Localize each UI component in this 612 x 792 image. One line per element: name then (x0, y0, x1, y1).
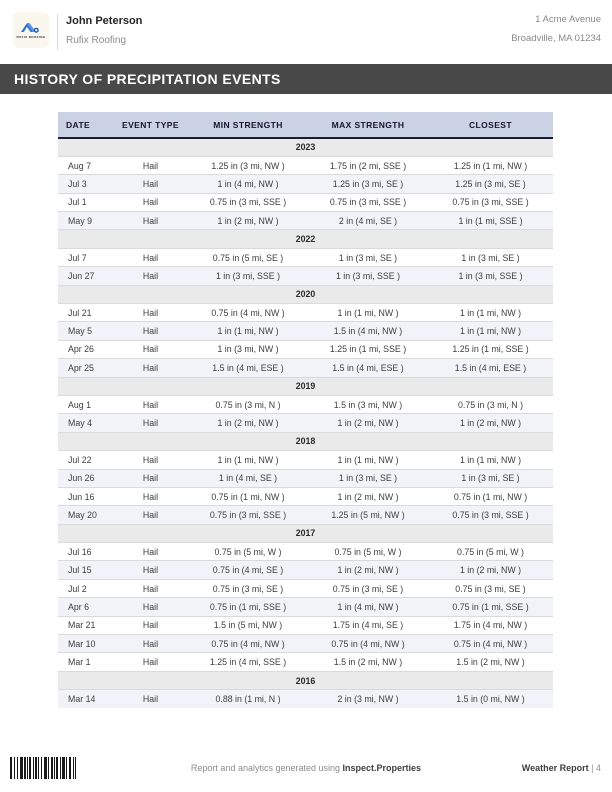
max-strength: 1.75 in (2 mi, SSE ) (308, 156, 428, 174)
page-separator: | (588, 763, 596, 773)
max-strength: 0.75 in (5 mi, W ) (308, 543, 428, 561)
event-row (58, 690, 553, 708)
roof-logo-icon (20, 21, 42, 34)
closest: 1.5 in (2 mi, NW ) (428, 653, 553, 671)
closest: 1 in (1 mi, NW ) (428, 322, 553, 340)
event-row (58, 561, 553, 579)
max-strength: 1 in (3 mi, SE ) (308, 469, 428, 487)
events-table-head (58, 112, 553, 138)
event-row (58, 175, 553, 193)
event-date: Jun 16 (58, 487, 113, 505)
contact-block (66, 15, 142, 46)
event-date: Mar 10 (58, 635, 113, 653)
event-type: Hail (113, 193, 188, 211)
event-row (58, 414, 553, 432)
event-row (58, 193, 553, 211)
max-strength: 1.5 in (2 mi, NW ) (308, 653, 428, 671)
closest: 0.75 in (3 mi, SSE ) (428, 193, 553, 211)
event-row (58, 451, 553, 469)
event-date: Jul 22 (58, 451, 113, 469)
event-row (58, 212, 553, 230)
min-strength: 0.75 in (4 mi, NW ) (188, 635, 308, 653)
min-strength: 1 in (3 mi, SSE ) (188, 267, 308, 285)
year-group-row (58, 671, 553, 689)
year-group-row (58, 524, 553, 542)
year-group-row (58, 138, 553, 156)
max-strength: 1.75 in (4 mi, SE ) (308, 616, 428, 634)
event-type: Hail (113, 414, 188, 432)
year-group-row (58, 230, 553, 248)
event-type: Hail (113, 395, 188, 413)
min-strength: 1.25 in (3 mi, NW ) (188, 156, 308, 174)
closest: 1.25 in (1 mi, SSE ) (428, 340, 553, 358)
event-row (58, 267, 553, 285)
page-title: HISTORY OF PRECIPITATION EVENTS (14, 71, 281, 87)
section-title-bar (0, 64, 612, 94)
closest: 1 in (3 mi, SE ) (428, 469, 553, 487)
event-date: Jul 1 (58, 193, 113, 211)
event-date: Jun 26 (58, 469, 113, 487)
year-group-row (58, 285, 553, 303)
event-type: Hail (113, 469, 188, 487)
event-type: Hail (113, 322, 188, 340)
closest: 0.75 in (1 mi, SSE ) (428, 598, 553, 616)
year-label: 2020 (58, 285, 553, 303)
event-row (58, 248, 553, 266)
min-strength: 0.75 in (5 mi, SE ) (188, 248, 308, 266)
event-date: Mar 21 (58, 616, 113, 634)
event-type: Hail (113, 156, 188, 174)
closest: 1 in (1 mi, SSE ) (428, 212, 553, 230)
year-label: 2016 (58, 671, 553, 689)
closest: 0.75 in (3 mi, SSE ) (428, 506, 553, 524)
event-type: Hail (113, 561, 188, 579)
min-strength: 0.75 in (4 mi, SE ) (188, 561, 308, 579)
closest: 1.5 in (0 mi, NW ) (428, 690, 553, 708)
contact-name: John Peterson (66, 15, 143, 27)
min-strength: 0.75 in (3 mi, SSE ) (188, 193, 308, 211)
events-table (58, 112, 553, 708)
events-table-container (58, 112, 553, 708)
closest: 1.25 in (3 mi, SE ) (428, 175, 553, 193)
event-date: Apr 26 (58, 340, 113, 358)
event-date: Jul 3 (58, 175, 113, 193)
footer-page-info (522, 763, 601, 773)
events-table-body (58, 138, 553, 708)
event-row (58, 543, 553, 561)
event-date: Mar 1 (58, 653, 113, 671)
event-date: May 5 (58, 322, 113, 340)
max-strength: 1 in (2 mi, NW ) (308, 414, 428, 432)
min-strength: 0.88 in (1 mi, N ) (188, 690, 308, 708)
closest: 0.75 in (3 mi, SE ) (428, 579, 553, 597)
event-type: Hail (113, 506, 188, 524)
event-date: May 9 (58, 212, 113, 230)
event-type: Hail (113, 543, 188, 561)
event-row (58, 469, 553, 487)
min-strength: 1 in (1 mi, NW ) (188, 451, 308, 469)
closest: 0.75 in (5 mi, W ) (428, 543, 553, 561)
event-type: Hail (113, 598, 188, 616)
min-strength: 0.75 in (3 mi, SSE ) (188, 506, 308, 524)
max-strength: 1 in (4 mi, NW ) (308, 598, 428, 616)
min-strength: 1 in (2 mi, NW ) (188, 414, 308, 432)
header-divider (57, 14, 58, 50)
event-type: Hail (113, 267, 188, 285)
min-strength: 1.5 in (5 mi, NW ) (188, 616, 308, 634)
event-date: Apr 25 (58, 359, 113, 377)
event-date: Jul 7 (58, 248, 113, 266)
event-date: Jul 2 (58, 579, 113, 597)
event-row (58, 635, 553, 653)
event-row (58, 322, 553, 340)
event-type: Hail (113, 304, 188, 322)
min-strength: 0.75 in (5 mi, W ) (188, 543, 308, 561)
year-group-row (58, 377, 553, 395)
event-row (58, 506, 553, 524)
min-strength: 1 in (2 mi, NW ) (188, 212, 308, 230)
event-row (58, 598, 553, 616)
max-strength: 1.25 in (3 mi, SE ) (308, 175, 428, 193)
max-strength: 1 in (2 mi, NW ) (308, 487, 428, 505)
closest: 1 in (1 mi, NW ) (428, 451, 553, 469)
col-header-closest: CLOSEST (428, 112, 553, 138)
max-strength: 0.75 in (3 mi, SSE ) (308, 193, 428, 211)
event-row (58, 487, 553, 505)
event-date: Aug 7 (58, 156, 113, 174)
max-strength: 1 in (1 mi, NW ) (308, 304, 428, 322)
min-strength: 1.5 in (4 mi, ESE ) (188, 359, 308, 377)
footer-note-prefix: Report and analytics generated using (190, 763, 343, 773)
event-row (58, 395, 553, 413)
year-label: 2023 (58, 138, 553, 156)
max-strength: 1.5 in (4 mi, ESE ) (308, 359, 428, 377)
year-label: 2018 (58, 432, 553, 450)
min-strength: 1.25 in (4 mi, SSE ) (188, 653, 308, 671)
min-strength: 0.75 in (4 mi, NW ) (188, 304, 308, 322)
max-strength: 1 in (3 mi, SE ) (308, 248, 428, 266)
col-header-event-type: EVENT TYPE (113, 112, 188, 138)
min-strength: 0.75 in (3 mi, SE ) (188, 579, 308, 597)
event-type: Hail (113, 690, 188, 708)
event-row (58, 340, 553, 358)
min-strength: 0.75 in (1 mi, SSE ) (188, 598, 308, 616)
year-label: 2017 (58, 524, 553, 542)
address-line-2: Broadville, MA 01234 (511, 33, 601, 45)
address-block (511, 15, 601, 45)
event-date: Mar 14 (58, 690, 113, 708)
min-strength: 0.75 in (1 mi, NW ) (188, 487, 308, 505)
closest: 1 in (3 mi, SE ) (428, 248, 553, 266)
report-name: Weather Report (521, 763, 589, 773)
footer-note (0, 763, 612, 773)
min-strength: 1 in (4 mi, NW ) (188, 175, 308, 193)
footer-brand: Inspect.Properties (342, 763, 422, 773)
logo-wordmark: RUFIX ROOFING (16, 35, 46, 39)
event-date: May 20 (58, 506, 113, 524)
closest: 1 in (2 mi, NW ) (428, 414, 553, 432)
page-header (0, 0, 612, 64)
closest: 0.75 in (1 mi, NW ) (428, 487, 553, 505)
max-strength: 1 in (3 mi, SSE ) (308, 267, 428, 285)
event-type: Hail (113, 451, 188, 469)
event-type: Hail (113, 248, 188, 266)
max-strength: 0.75 in (4 mi, NW ) (308, 635, 428, 653)
col-header-min-strength: MIN STRENGTH (188, 112, 308, 138)
max-strength: 2 in (4 mi, SE ) (308, 212, 428, 230)
event-type: Hail (113, 653, 188, 671)
event-row (58, 156, 553, 174)
col-header-date: DATE (58, 112, 113, 138)
event-date: Apr 6 (58, 598, 113, 616)
event-date: Jul 15 (58, 561, 113, 579)
company-logo (13, 12, 49, 48)
max-strength: 1.25 in (1 mi, SSE ) (308, 340, 428, 358)
closest: 1.25 in (1 mi, NW ) (428, 156, 553, 174)
event-type: Hail (113, 175, 188, 193)
event-row (58, 579, 553, 597)
year-group-row (58, 432, 553, 450)
address-line-1: 1 Acme Avenue (535, 14, 601, 25)
year-label: 2022 (58, 230, 553, 248)
max-strength: 1 in (1 mi, NW ) (308, 451, 428, 469)
event-row (58, 359, 553, 377)
max-strength: 1.25 in (5 mi, NW ) (308, 506, 428, 524)
year-label: 2019 (58, 377, 553, 395)
closest: 0.75 in (4 mi, NW ) (428, 635, 553, 653)
event-type: Hail (113, 340, 188, 358)
event-date: Jul 16 (58, 543, 113, 561)
event-date: May 4 (58, 414, 113, 432)
event-type: Hail (113, 579, 188, 597)
min-strength: 1 in (1 mi, NW ) (188, 322, 308, 340)
event-type: Hail (113, 635, 188, 653)
closest: 1 in (3 mi, SSE ) (428, 267, 553, 285)
min-strength: 1 in (3 mi, NW ) (188, 340, 308, 358)
event-row (58, 653, 553, 671)
max-strength: 0.75 in (3 mi, SE ) (308, 579, 428, 597)
closest: 1.75 in (4 mi, NW ) (428, 616, 553, 634)
closest: 1.5 in (4 mi, ESE ) (428, 359, 553, 377)
event-type: Hail (113, 212, 188, 230)
closest: 0.75 in (3 mi, N ) (428, 395, 553, 413)
min-strength: 0.75 in (3 mi, N ) (188, 395, 308, 413)
event-row (58, 304, 553, 322)
header-row (58, 112, 553, 138)
event-date: Jun 27 (58, 267, 113, 285)
contact-company: Rufix Roofing (66, 35, 127, 47)
page-number: 4 (595, 763, 601, 773)
closest: 1 in (2 mi, NW ) (428, 561, 553, 579)
event-type: Hail (113, 616, 188, 634)
closest: 1 in (1 mi, NW ) (428, 304, 553, 322)
max-strength: 1.5 in (3 mi, NW ) (308, 395, 428, 413)
event-date: Jul 21 (58, 304, 113, 322)
page-footer (0, 750, 612, 792)
max-strength: 1.5 in (4 mi, NW ) (308, 322, 428, 340)
max-strength: 2 in (3 mi, NW ) (308, 690, 428, 708)
event-type: Hail (113, 487, 188, 505)
col-header-max-strength: MAX STRENGTH (308, 112, 428, 138)
event-row (58, 616, 553, 634)
min-strength: 1 in (4 mi, SE ) (188, 469, 308, 487)
max-strength: 1 in (2 mi, NW ) (308, 561, 428, 579)
event-date: Aug 1 (58, 395, 113, 413)
event-type: Hail (113, 359, 188, 377)
